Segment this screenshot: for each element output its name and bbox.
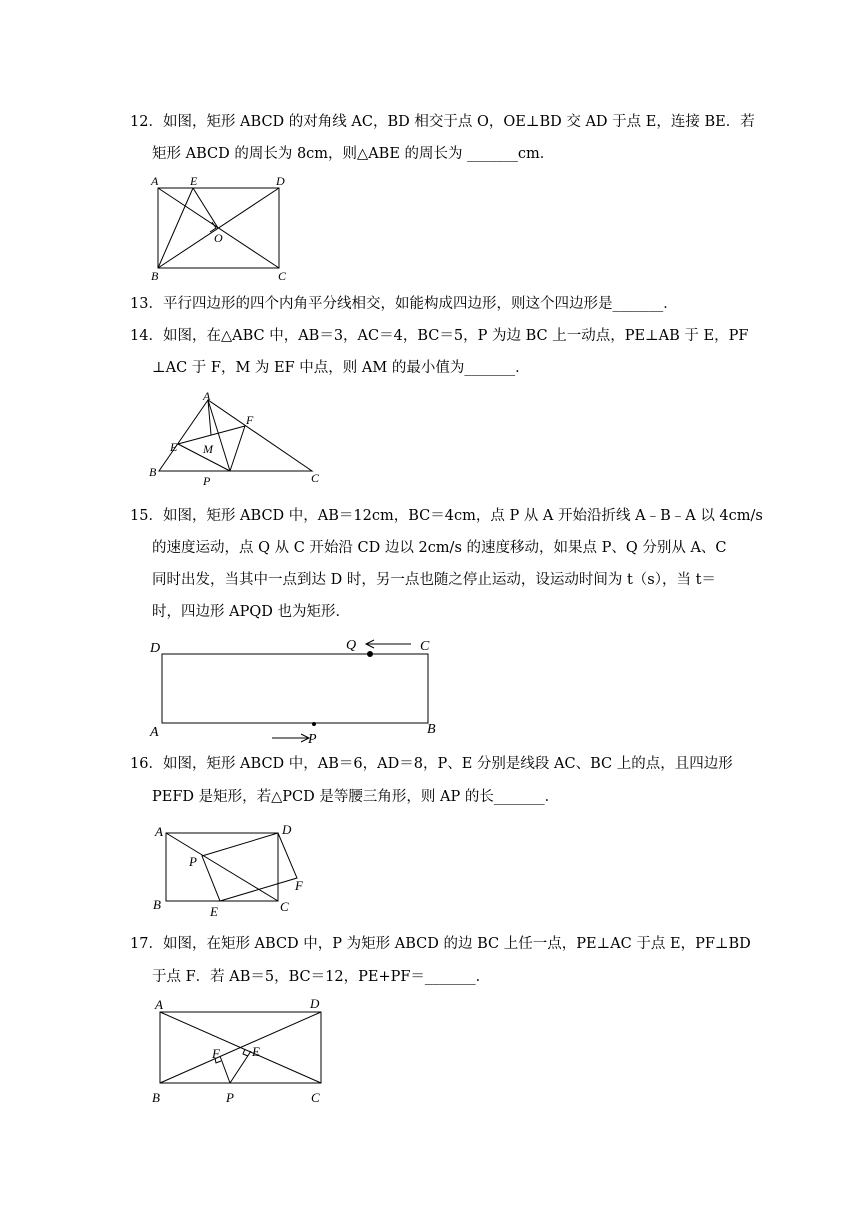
label-d: D: [282, 822, 292, 837]
label-c: C: [420, 639, 430, 654]
label-d: D: [276, 174, 285, 188]
label-q: Q: [346, 638, 357, 653]
problem-14-figure: [145, 392, 330, 492]
label-e: E: [170, 440, 178, 454]
rectangle-pefd: [202, 833, 297, 901]
problem-15-line-3: 同时出发，当其中一点到达 D 时，另一点也随之停止运动，设运动时间为 t（s），当 t＝: [152, 572, 716, 588]
label-p: P: [308, 732, 317, 747]
label-f: F: [246, 413, 254, 427]
problem-16-line-1: 16．如图，矩形 ABCD 中，AB＝6，AD＝8，P、E 分别是线段 AC、BC 上的点，且四边形: [130, 756, 733, 772]
label-a: A: [151, 174, 159, 188]
problem-16-figure: [145, 818, 315, 922]
label-e: E: [190, 174, 198, 188]
segment-pf: [230, 426, 245, 471]
label-b: B: [149, 465, 157, 479]
label-a: A: [203, 392, 211, 403]
problem-15-line-2: 的速度运动，点 Q 从 C 开始沿 CD 边以 2cm/s 的速度移动，如果点 P、Q 分别从 A、C: [152, 540, 727, 556]
label-a: A: [155, 824, 163, 839]
problem-12-line-1: 12．如图，矩形 ABCD 的对角线 AC，BD 相交于点 O，OE⊥BD 交 AD 于点 E，连接 BE．若: [130, 114, 755, 130]
segment-oe: [193, 188, 218, 228]
label-f: F: [212, 1046, 220, 1061]
label-b: B: [427, 722, 436, 737]
label-o: O: [214, 231, 223, 245]
rectangle-abcd: [162, 654, 428, 723]
problem-14-line-2: ⊥AC 于 F，M 为 EF 中点，则 AM 的最小值为_______．: [152, 360, 530, 376]
label-c: C: [311, 471, 320, 485]
label-m: M: [203, 442, 213, 456]
problem-12-line-2: 矩形 ABCD 的周长为 8cm，则△ABE 的周长为 _______cm．: [152, 146, 555, 162]
point-p: [312, 722, 316, 726]
problem-16-line-2: PEFD 是矩形，若△PCD 是等腰三角形，则 AP 的长_______．: [152, 789, 560, 805]
label-c: C: [278, 269, 287, 283]
problem-14-line-1: 14．如图，在△ABC 中，AB＝3，AC＝4，BC＝5，P 为边 BC 上一动点，PE⊥AB 于 E，PF: [130, 328, 749, 344]
problem-15-line-1: 15．如图，矩形 ABCD 中，AB＝12cm，BC＝4cm，点 P 从 A 开始沿折线 A﹣B﹣A 以 4cm/s: [130, 508, 763, 524]
problem-15-line-4: 时，四边形 APQD 也为矩形．: [152, 604, 350, 620]
problem-17-figure: [145, 992, 335, 1108]
label-p: P: [203, 474, 211, 488]
label-p: P: [226, 1090, 234, 1105]
problem-13-line-1: 13．平行四边形的四个内角平分线相交，如能构成四边形，则这个四边形是_______．: [130, 296, 678, 312]
label-e: E: [210, 904, 218, 919]
problem-17-line-1: 17．如图，在矩形 ABCD 中，P 为矩形 ABCD 的边 BC 上任一点，PE⊥AC 于点 E，PF⊥BD: [130, 936, 751, 952]
label-b: B: [153, 897, 161, 912]
triangle-abc: [159, 400, 312, 471]
label-a: A: [155, 997, 163, 1012]
label-b: B: [152, 1090, 160, 1105]
problem-15-figure: [145, 632, 445, 747]
problem-12-figure: [145, 172, 295, 284]
label-b: B: [151, 269, 159, 283]
diagonal-ac: [166, 833, 278, 901]
segment-pf: [220, 1056, 230, 1083]
label-f: F: [295, 878, 303, 893]
point-q: [367, 651, 373, 657]
label-a: A: [150, 725, 159, 740]
label-p: P: [189, 854, 197, 869]
label-c: C: [280, 899, 289, 914]
label-d: D: [310, 996, 320, 1011]
label-c: C: [311, 1090, 320, 1105]
label-d: D: [150, 641, 161, 656]
problem-17-line-2: 于点 F．若 AB＝5，BC＝12，PE+PF＝_______．: [152, 969, 491, 985]
label-e: E: [252, 1044, 260, 1059]
